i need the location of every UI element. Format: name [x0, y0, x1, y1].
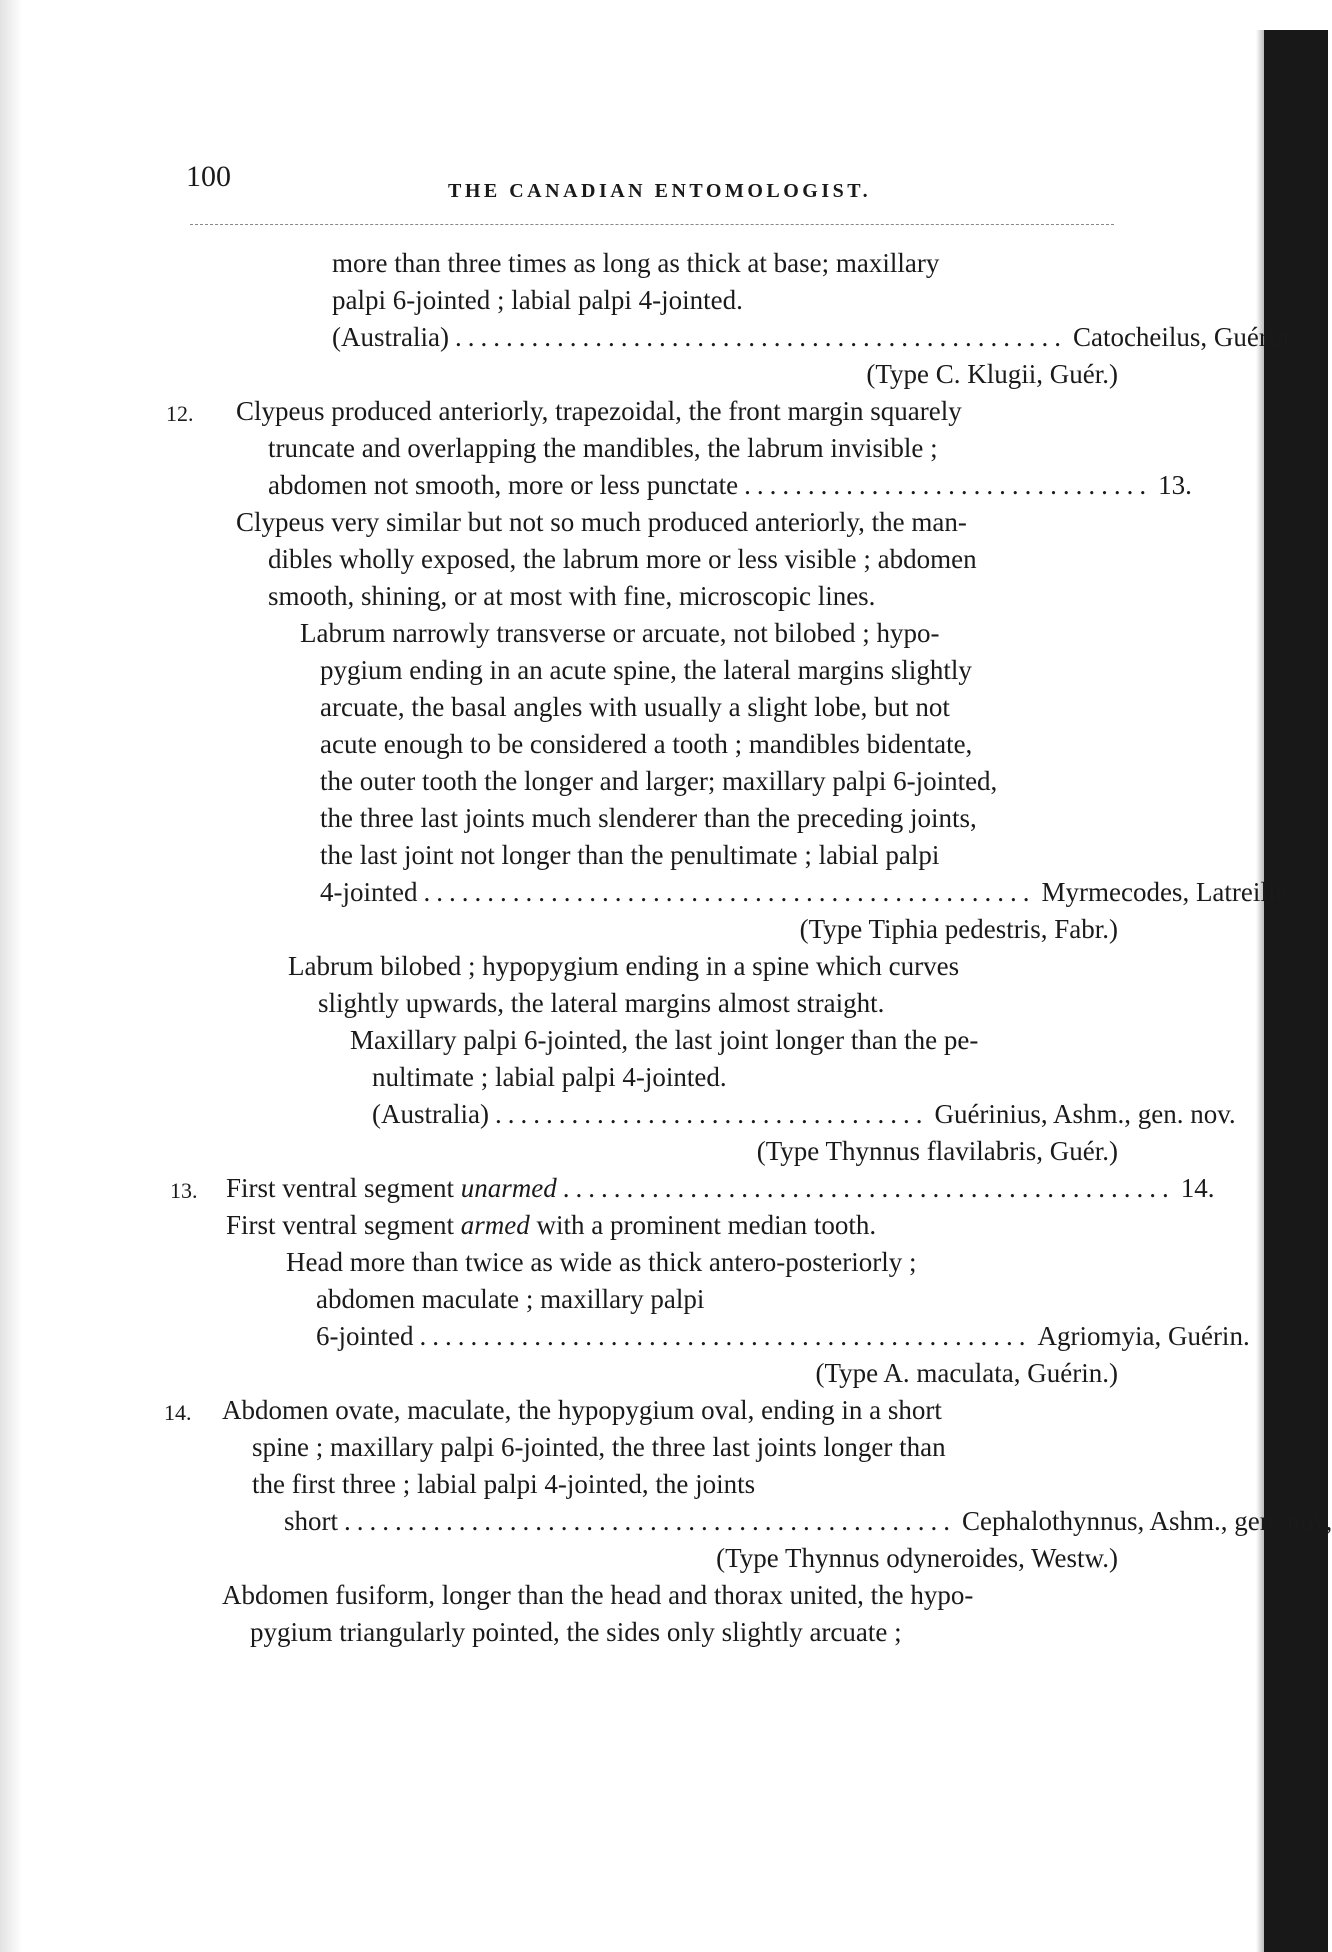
running-title: THE CANADIAN ENTOMOLOGIST.	[448, 180, 872, 202]
text-line: truncate and overlapping the mandibles, the labrum invisible ;	[268, 433, 938, 463]
key-entry-line: abdomen not smooth, more or less punctate ................................ 13.	[268, 467, 1118, 503]
text-line: Maxillary palpi 6-jointed, the last joint longer than the pe-	[350, 1025, 979, 1055]
text-line: pygium ending in an acute spine, the lateral margins slightly	[320, 655, 972, 685]
text-line: abdomen maculate ; maxillary palpi	[316, 1284, 705, 1314]
type-species-line: (Type C. Klugii, Guér.)	[866, 359, 1118, 389]
text-line: the three last joints much slenderer than the preceding joints,	[320, 803, 977, 833]
key-entry-line: First ventral segment unarmed ................................................ 14.	[226, 1170, 1118, 1206]
text-line: Head more than twice as wide as thick antero-posteriorly ;	[286, 1247, 917, 1277]
couplet-number: 12.	[166, 401, 194, 426]
text-line: Clypeus very similar but not so much produced anteriorly, the man-	[236, 507, 967, 537]
text-line: nultimate ; labial palpi 4-jointed.	[372, 1062, 727, 1092]
text-line: the last joint not longer than the penultimate ; labial palpi	[320, 840, 940, 870]
header-rule	[190, 224, 1114, 225]
genus-name: Myrmecodes, Latreille.	[1041, 877, 1295, 907]
genus-name: Cephalothynnus, Ashm., gen. nov,	[962, 1506, 1332, 1536]
text-line: palpi 6-jointed ; labial palpi 4-jointed.	[332, 285, 743, 315]
text-line: pygium triangularly pointed, the sides only slightly arcuate ;	[250, 1617, 902, 1647]
type-species-line: (Type Tiphia pedestris, Fabr.)	[799, 914, 1118, 944]
text-line: dibles wholly exposed, the labrum more or less visible ; abdomen	[268, 544, 977, 574]
key-entry-line: short ................................................ Cephalothynnus, Ashm., gen. nov,	[284, 1503, 1118, 1539]
text-line: Abdomen ovate, maculate, the hypopygium oval, ending in a short	[222, 1395, 942, 1425]
genus-name: Guérinius, Ashm., gen. nov.	[934, 1099, 1236, 1129]
key-entry-line: (Australia) ................................................ Catocheilus, Guérin.	[332, 319, 1118, 355]
couplet-number: 13.	[170, 1178, 198, 1203]
type-species-line: (Type Thynnus odyneroides, Westw.)	[716, 1543, 1118, 1573]
text-line: Abdomen fusiform, longer than the head and thorax united, the hypo-	[222, 1580, 974, 1610]
key-entry-line: (Australia) .................................. Guérinius, Ashm., gen. nov.	[372, 1096, 1118, 1132]
couplet-reference: 13.	[1158, 470, 1192, 500]
text-line: slightly upwards, the lateral margins almost straight.	[318, 988, 885, 1018]
text-line: Labrum bilobed ; hypopygium ending in a spine which curves	[288, 951, 960, 981]
key-entry-line: 6-jointed ................................................ Agriomyia, Guérin.	[316, 1318, 1118, 1354]
text-line: smooth, shining, or at most with fine, microscopic lines.	[268, 581, 876, 611]
text-line: Clypeus produced anteriorly, trapezoidal, the front margin squarely	[236, 396, 962, 426]
key-entry-line: 4-jointed ................................................ Myrmecodes, Latreille.	[320, 874, 1118, 910]
text-line: the outer tooth the longer and larger; maxillary palpi 6-jointed,	[320, 766, 998, 796]
page-number: 100	[186, 160, 231, 193]
text-line: Labrum narrowly transverse or arcuate, not bilobed ; hypo-	[300, 618, 940, 648]
genus-name: Catocheilus, Guérin.	[1072, 322, 1296, 352]
text-line: more than three times as long as thick at base; maxillary	[332, 248, 940, 278]
couplet-number: 14.	[164, 1400, 192, 1425]
page-edge-shadow	[0, 0, 22, 1952]
couplet-reference: 14.	[1180, 1173, 1215, 1203]
text-line: arcuate, the basal angles with usually a slight lobe, but not	[320, 692, 950, 722]
text-line: First ventral segment armed with a prominent median tooth.	[226, 1210, 877, 1240]
text-line: acute enough to be considered a tooth ; mandibles bidentate,	[320, 729, 973, 759]
text-line: spine ; maxillary palpi 6-jointed, the three last joints longer than	[252, 1432, 946, 1462]
text-line: the first three ; labial palpi 4-jointed, the joints	[252, 1469, 756, 1499]
type-species-line: (Type Thynnus flavilabris, Guér.)	[756, 1136, 1118, 1166]
type-species-line: (Type A. maculata, Guérin.)	[815, 1358, 1118, 1388]
genus-name: Agriomyia, Guérin.	[1037, 1321, 1250, 1351]
